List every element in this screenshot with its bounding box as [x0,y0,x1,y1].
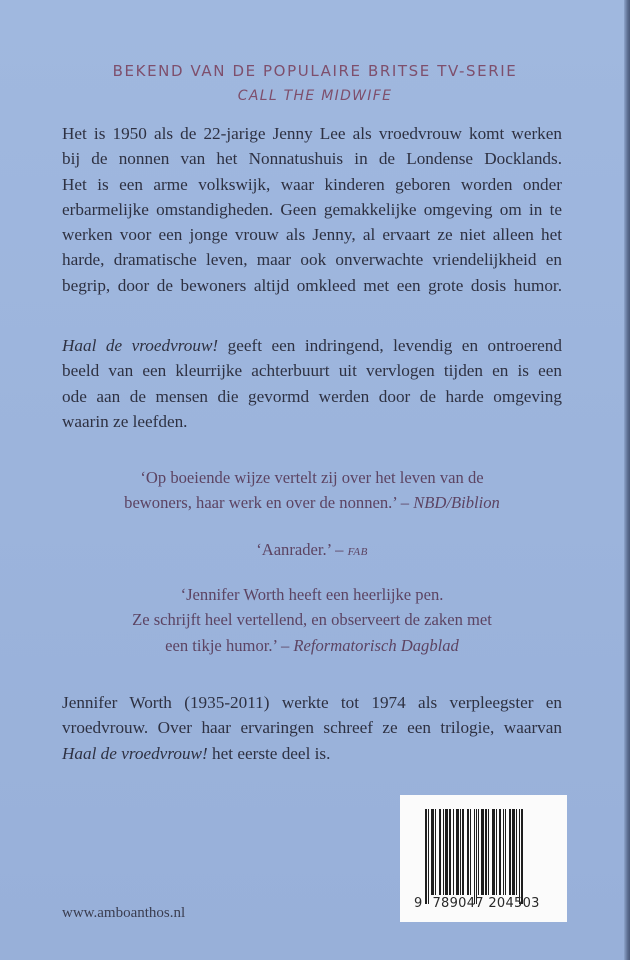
blurb-line: erbarmelijke omstandigheden. Geen gemakkelijke omgeving om in te [62,199,562,219]
blurb-text: geeft een indringend, levendig en ontroerend [218,336,562,355]
quote-line: ‘Jennifer Worth heeft een heerlijke pen. [180,585,444,604]
review-quote [62,537,562,565]
blurb-paragraph-1 [62,121,562,298]
bio-line [62,741,562,766]
isbn-group-2: 204503 [488,896,540,911]
book-title: Haal de vroedvrouw! [62,336,219,355]
blurb-line: Het is een arme volkswijk, waar kinderen geboren worden onder [62,174,562,194]
isbn-number [414,896,559,911]
quote-line [62,490,562,515]
quote-line: ‘Op boeiende wijze vertelt zij over het leven van de [140,468,484,487]
blurb-line [62,333,562,358]
blurb-line: ode aan de mensen die gevormd werden door de harde omgeving [62,386,562,406]
publisher-url: www.amboanthos.nl [62,905,186,921]
quote-source: Reformatorisch Dagblad [293,635,459,655]
blurb-line: harde, dramatische leven, maar ook onverwachte vriendelijkheid en [62,250,562,270]
blurb-line: waarin ze leefden. [62,411,188,431]
isbn-lead-digit: 9 [414,896,423,911]
blurb-line: werken voor een jonge vrouw als Jenny, al ervaart ze niet alleen het [62,225,562,245]
review-quote [62,582,562,658]
quote-source: FAB [347,546,368,558]
book-title: Haal de vroedvrouw! [62,743,208,763]
quote-text: bewoners, haar werk en over de nonnen.’ – [124,493,414,513]
quote-line [62,537,562,565]
author-bio [62,690,562,766]
blurb-line: beeld van een kleurrijke achterbuurt uit vervlogen tijden en is een [62,361,562,381]
bio-line: Jennifer Worth (1935-2011) werkte tot 1974 als verpleegster en [62,693,562,712]
quote-source: NBD/Biblion [413,493,500,513]
bio-text: het eerste deel is. [207,743,331,763]
quote-text: een tikje humor.’ – [165,635,294,655]
isbn-group-1: 789047 [432,896,484,911]
book-edge [624,0,630,960]
blurb-line: bij de nonnen van het Nonnatushuis in de Londense Docklands. [62,149,562,169]
review-quote [62,465,562,516]
blurb-line: begrip, door de bewoners altijd omkleed met een grote dosis humor. [62,275,562,295]
tv-series-title: CALL THE MIDWIFE [237,88,393,104]
bio-line: vroedvrouw. Over haar ervaringen schreef ze een trilogie, waarvan [62,718,562,738]
barcode-bars-icon [425,809,550,904]
blurb-line: Het is 1950 als de 22-jarige Jenny Lee als vroedvrouw komt werken [62,124,562,143]
quote-text: ‘Aanrader.’ – [256,540,348,559]
tv-series-kicker: BEKEND VAN DE POPULAIRE BRITSE TV-SERIE [112,62,518,80]
blurb-paragraph-2 [62,333,562,434]
quote-line [62,633,562,658]
quote-line: Ze schrijft heel vertellend, en observeert de zaken met [132,610,492,630]
isbn-barcode [400,795,567,922]
